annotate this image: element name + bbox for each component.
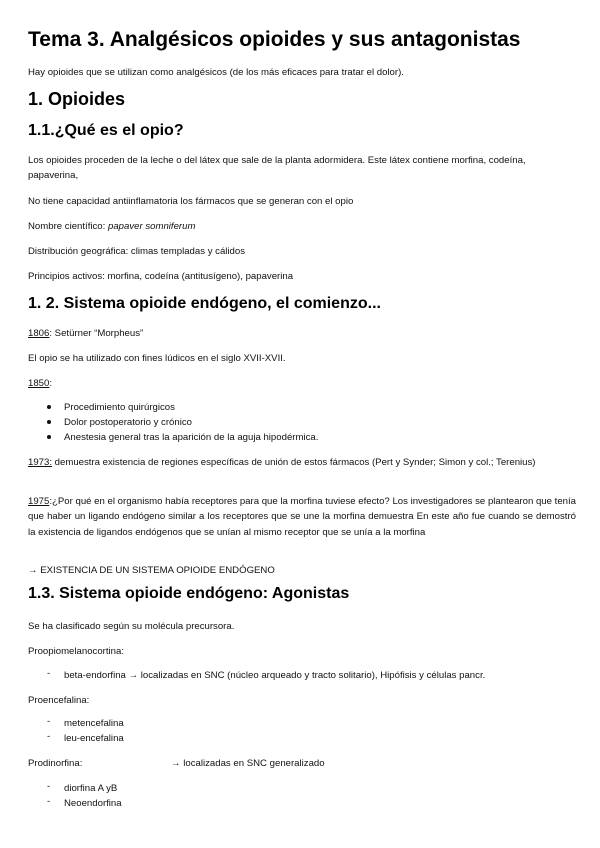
label: Prodinorfina: (28, 758, 83, 769)
paragraph (28, 326, 576, 341)
paragraph (28, 756, 576, 771)
section-heading-1-2: 1. 2. Sistema opioide endógeno, el comienzo... (28, 295, 381, 312)
list-item: leu-encefalina (64, 733, 124, 744)
year: 1973: (28, 457, 53, 468)
intro-paragraph: Hay opioides que se utilizan como analgésicos (de los más eficaces para tratar el dolor). (28, 67, 404, 78)
paragraph: Distribución geográfica: climas templadas y cálidos (28, 246, 246, 257)
bullet-icon (47, 420, 51, 424)
list-item: diorfina A yB (64, 783, 118, 794)
list-item: beta-endorfina → localizadas en SNC (núcleo arqueado y tracto solitario), Hipófisis y células pancr. (64, 670, 486, 681)
paragraph (28, 494, 576, 540)
note: → localizadas en SNC generalizado (171, 758, 325, 769)
list-item: Procedimiento quirúrgicos (64, 402, 175, 413)
label: Nombre científico: (28, 221, 108, 232)
list-item: metencefalina (64, 718, 124, 729)
paragraph (28, 219, 576, 234)
text: : (49, 378, 53, 389)
section-heading-1: 1. Opioides (28, 89, 126, 109)
page-title: Tema 3. Analgésicos opioides y sus antagonistas (28, 28, 521, 51)
year: 1850 (28, 378, 50, 389)
paragraph: Se ha clasificado según su molécula precursora. (28, 621, 235, 632)
scientific-name: papaver somniferum (107, 221, 196, 232)
dash-icon: - (47, 668, 51, 679)
bullet-icon (47, 405, 51, 409)
conclusion: → EXISTENCIA DE UN SISTEMA OPIOIDE ENDÓGENO (28, 565, 275, 576)
paragraph (28, 376, 576, 391)
dash-icon: - (47, 716, 51, 727)
paragraph: Los opioides proceden de la leche o del látex que sale de la planta adormidera. Este látex contiene morfina, codeína, papaverina, (28, 155, 526, 182)
text: demuestra existencia de regiones específicas de unión de estos fármacos (Pert y Synder; Simon y col.; Terenius) (52, 457, 536, 468)
list-item: Neoendorfina (64, 798, 122, 809)
section-heading-1-3: 1.3. Sistema opioide endógeno: Agonistas (28, 585, 350, 602)
text: :¿Por qué en el organismo había receptores para que la morfina tuviese efecto? Los investigadores se plantearon que tenía que haber un ligando endógeno similar a los receptores que se une la morfina demuestra En este año fue cuando se demostró la existencia de ligandos endógenos que se unían al mismo receptor que se unía a la morfina (28, 496, 576, 538)
paragraph: Proopiomelanocortina: (28, 646, 124, 657)
dash-icon: - (47, 796, 51, 807)
year: 1806 (28, 328, 50, 339)
paragraph: El opio se ha utilizado con fines lúdicos en el siglo XVII-XVII. (28, 353, 286, 364)
section-heading-1-1: 1.1.¿Qué es el opio? (28, 122, 184, 139)
paragraph: Proencefalina: (28, 695, 90, 706)
text: : Setürner “Morpheus” (49, 328, 144, 339)
year: 1975 (28, 496, 50, 507)
paragraph: Principios activos: morfina, codeína (antitusígeno), papaverina (28, 271, 294, 282)
paragraph (28, 455, 576, 470)
bullet-icon (47, 435, 51, 439)
dash-icon: - (47, 781, 51, 792)
dash-icon: - (47, 731, 51, 742)
paragraph: No tiene capacidad antiinflamatoria los fármacos que se generan con el opio (28, 196, 354, 207)
list-item: Anestesia general tras la aparición de la aguja hipodérmica. (64, 432, 319, 443)
list-item: Dolor postoperatorio y crónico (64, 417, 192, 428)
